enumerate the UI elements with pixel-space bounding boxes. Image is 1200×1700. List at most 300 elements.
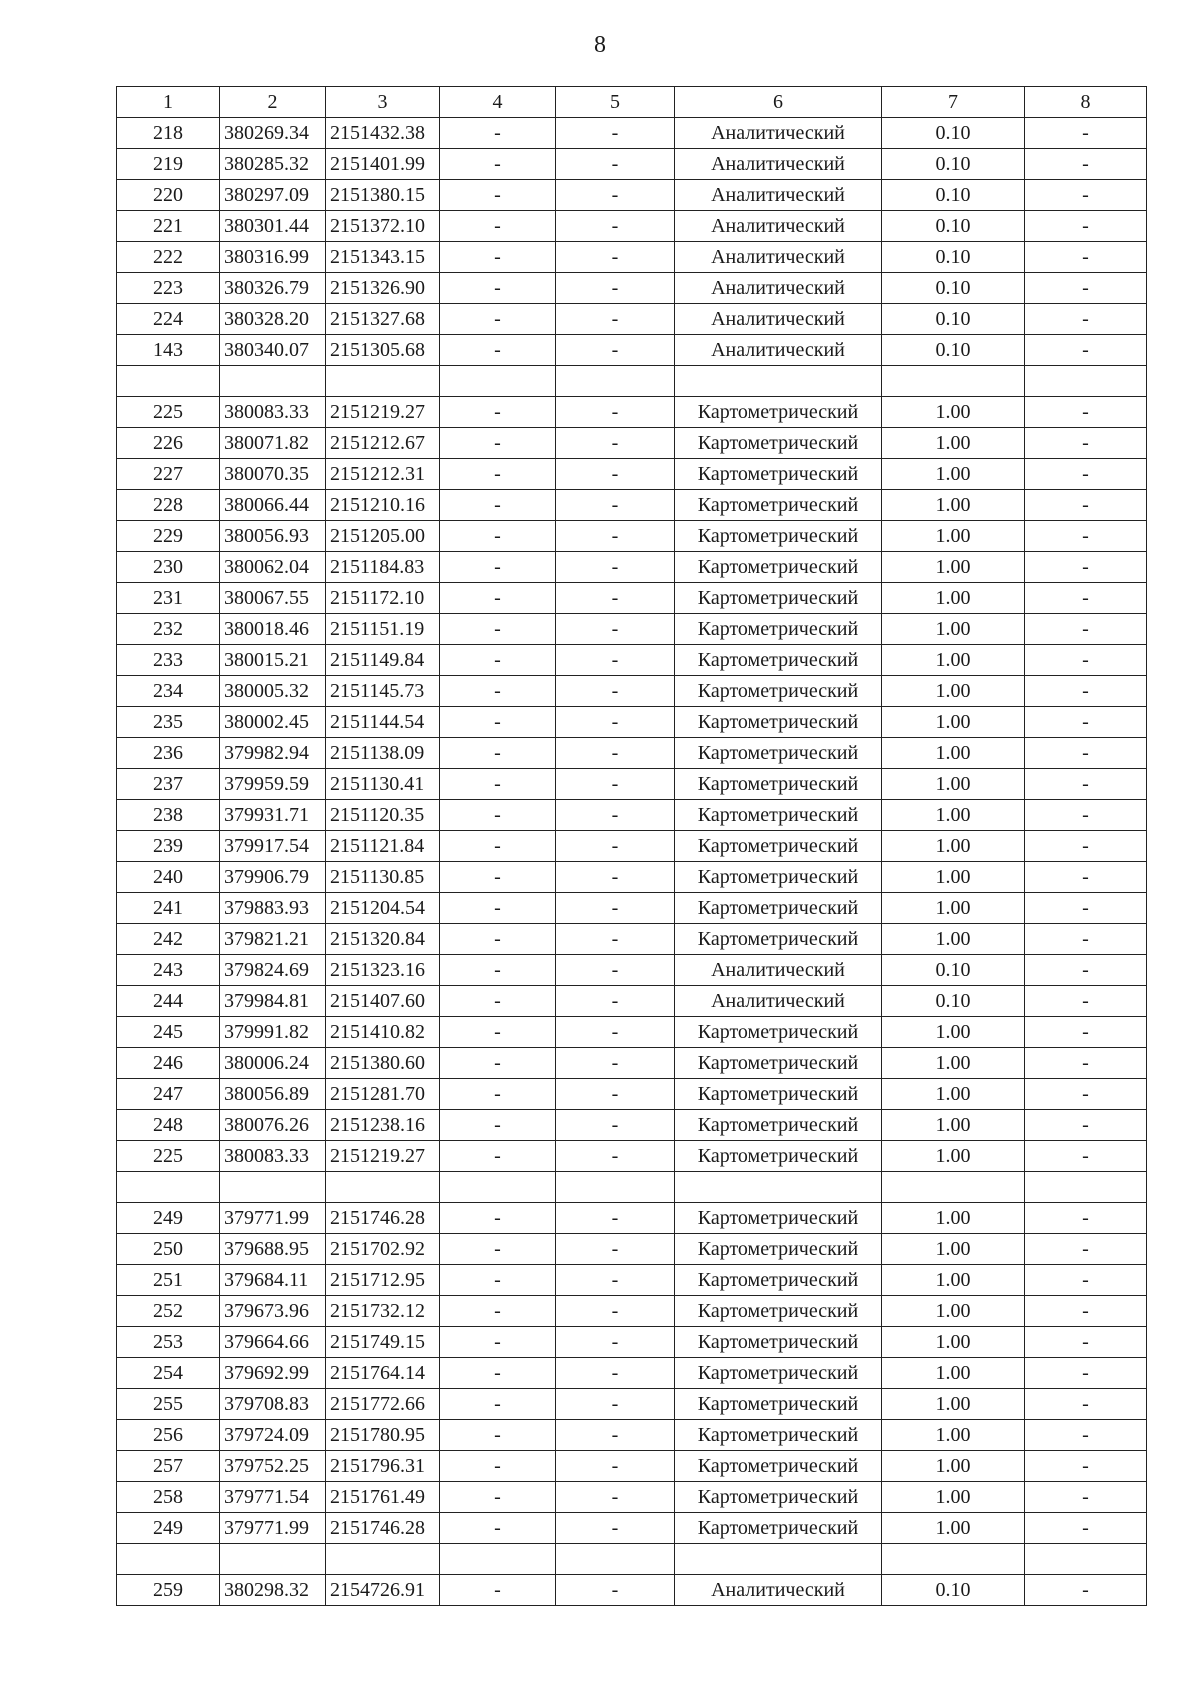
x-coordinate-cell: [220, 1172, 326, 1203]
method-cell: Картометрический: [675, 614, 882, 645]
x-coordinate-cell: 379931.71: [220, 800, 326, 831]
accuracy-cell: 1.00: [882, 1420, 1025, 1451]
col8-cell: -: [1025, 800, 1147, 831]
x-coordinate-cell: 379883.93: [220, 893, 326, 924]
table-row: [117, 1141, 1147, 1172]
table-row: [117, 1451, 1147, 1482]
point-number-cell: [117, 366, 220, 397]
table-row: [117, 490, 1147, 521]
col4-cell: -: [440, 428, 556, 459]
x-coordinate-cell: 380269.34: [220, 118, 326, 149]
col5-cell: -: [556, 1110, 675, 1141]
col5-cell: -: [556, 1389, 675, 1420]
accuracy-cell: 1.00: [882, 1079, 1025, 1110]
accuracy-cell: 1.00: [882, 1451, 1025, 1482]
y-coordinate-cell: 2151205.00: [326, 521, 440, 552]
point-number-cell: 218: [117, 118, 220, 149]
accuracy-cell: 1.00: [882, 1358, 1025, 1389]
table-row: [117, 552, 1147, 583]
y-coordinate-cell: 2151761.49: [326, 1482, 440, 1513]
col4-cell: -: [440, 180, 556, 211]
accuracy-cell: 0.10: [882, 273, 1025, 304]
y-coordinate-cell: 2151323.16: [326, 955, 440, 986]
col5-cell: -: [556, 1234, 675, 1265]
accuracy-cell: 1.00: [882, 1203, 1025, 1234]
accuracy-cell: 1.00: [882, 428, 1025, 459]
x-coordinate-cell: 379708.83: [220, 1389, 326, 1420]
y-coordinate-cell: 2151238.16: [326, 1110, 440, 1141]
accuracy-cell: 1.00: [882, 676, 1025, 707]
column-header: 4: [440, 87, 556, 118]
col4-cell: -: [440, 397, 556, 428]
x-coordinate-cell: 380071.82: [220, 428, 326, 459]
col5-cell: -: [556, 1482, 675, 1513]
col4-cell: -: [440, 676, 556, 707]
table-row: [117, 800, 1147, 831]
point-number-cell: 229: [117, 521, 220, 552]
table-row: [117, 335, 1147, 366]
col5-cell: -: [556, 738, 675, 769]
col5-cell: -: [556, 831, 675, 862]
col5-cell: -: [556, 1017, 675, 1048]
accuracy-cell: [882, 366, 1025, 397]
col5-cell: -: [556, 149, 675, 180]
point-number-cell: 224: [117, 304, 220, 335]
col4-cell: -: [440, 769, 556, 800]
table-row: [117, 149, 1147, 180]
accuracy-cell: 1.00: [882, 459, 1025, 490]
y-coordinate-cell: 2151772.66: [326, 1389, 440, 1420]
x-coordinate-cell: 380298.32: [220, 1575, 326, 1606]
accuracy-cell: 1.00: [882, 707, 1025, 738]
accuracy-cell: [882, 1544, 1025, 1575]
col4-cell: -: [440, 149, 556, 180]
point-number-cell: 257: [117, 1451, 220, 1482]
col4-cell: -: [440, 955, 556, 986]
accuracy-cell: 1.00: [882, 1389, 1025, 1420]
accuracy-cell: 1.00: [882, 397, 1025, 428]
table-row: [117, 118, 1147, 149]
method-cell: Картометрический: [675, 893, 882, 924]
table-row: [117, 521, 1147, 552]
point-number-cell: 222: [117, 242, 220, 273]
y-coordinate-cell: 2151138.09: [326, 738, 440, 769]
x-coordinate-cell: 379982.94: [220, 738, 326, 769]
y-coordinate-cell: 2154726.91: [326, 1575, 440, 1606]
coordinates-table: [116, 86, 1147, 1606]
col5-cell: [556, 1544, 675, 1575]
y-coordinate-cell: 2151172.10: [326, 583, 440, 614]
y-coordinate-cell: 2151212.31: [326, 459, 440, 490]
x-coordinate-cell: 379752.25: [220, 1451, 326, 1482]
col4-cell: -: [440, 1048, 556, 1079]
method-cell: Аналитический: [675, 273, 882, 304]
x-coordinate-cell: 380002.45: [220, 707, 326, 738]
method-cell: Картометрический: [675, 1358, 882, 1389]
x-coordinate-cell: 379771.54: [220, 1482, 326, 1513]
x-coordinate-cell: 379673.96: [220, 1296, 326, 1327]
method-cell: Аналитический: [675, 986, 882, 1017]
table-row: [117, 893, 1147, 924]
col5-cell: -: [556, 1203, 675, 1234]
table-row: [117, 428, 1147, 459]
y-coordinate-cell: 2151320.84: [326, 924, 440, 955]
y-coordinate-cell: 2151796.31: [326, 1451, 440, 1482]
column-header: 2: [220, 87, 326, 118]
x-coordinate-cell: 380066.44: [220, 490, 326, 521]
col4-cell: -: [440, 118, 556, 149]
accuracy-cell: 1.00: [882, 552, 1025, 583]
table-row: [117, 614, 1147, 645]
method-cell: Аналитический: [675, 180, 882, 211]
accuracy-cell: 1.00: [882, 1110, 1025, 1141]
col8-cell: -: [1025, 986, 1147, 1017]
accuracy-cell: 0.10: [882, 180, 1025, 211]
col4-cell: -: [440, 1265, 556, 1296]
y-coordinate-cell: 2151210.16: [326, 490, 440, 521]
col5-cell: -: [556, 893, 675, 924]
method-cell: Картометрический: [675, 1048, 882, 1079]
method-cell: Картометрический: [675, 800, 882, 831]
table-body: [117, 118, 1147, 1606]
y-coordinate-cell: 2151712.95: [326, 1265, 440, 1296]
column-header: 1: [117, 87, 220, 118]
col8-cell: -: [1025, 521, 1147, 552]
method-cell: Картометрический: [675, 1451, 882, 1482]
col4-cell: -: [440, 1575, 556, 1606]
accuracy-cell: 0.10: [882, 211, 1025, 242]
point-number-cell: 240: [117, 862, 220, 893]
table-row: [117, 1482, 1147, 1513]
point-number-cell: 225: [117, 1141, 220, 1172]
method-cell: Картометрический: [675, 738, 882, 769]
accuracy-cell: 0.10: [882, 242, 1025, 273]
col5-cell: -: [556, 118, 675, 149]
col8-cell: -: [1025, 831, 1147, 862]
method-cell: Картометрический: [675, 459, 882, 490]
table-row: [117, 1327, 1147, 1358]
y-coordinate-cell: 2151746.28: [326, 1203, 440, 1234]
col5-cell: -: [556, 676, 675, 707]
col4-cell: -: [440, 1358, 556, 1389]
accuracy-cell: 1.00: [882, 1482, 1025, 1513]
method-cell: Картометрический: [675, 1079, 882, 1110]
table-row: [117, 707, 1147, 738]
table-row: [117, 304, 1147, 335]
col5-cell: -: [556, 645, 675, 676]
accuracy-cell: 1.00: [882, 1048, 1025, 1079]
column-header: 6: [675, 87, 882, 118]
point-number-cell: 241: [117, 893, 220, 924]
x-coordinate-cell: 380062.04: [220, 552, 326, 583]
point-number-cell: 235: [117, 707, 220, 738]
accuracy-cell: 0.10: [882, 304, 1025, 335]
y-coordinate-cell: 2151380.60: [326, 1048, 440, 1079]
x-coordinate-cell: 380015.21: [220, 645, 326, 676]
table-row: [117, 459, 1147, 490]
point-number-cell: 247: [117, 1079, 220, 1110]
col5-cell: -: [556, 583, 675, 614]
col5-cell: -: [556, 1327, 675, 1358]
col4-cell: -: [440, 1234, 556, 1265]
col4-cell: -: [440, 831, 556, 862]
point-number-cell: [117, 1172, 220, 1203]
col4-cell: -: [440, 738, 556, 769]
y-coordinate-cell: 2151749.15: [326, 1327, 440, 1358]
point-number-cell: 239: [117, 831, 220, 862]
table-row: [117, 180, 1147, 211]
col4-cell: -: [440, 459, 556, 490]
point-number-cell: 253: [117, 1327, 220, 1358]
col8-cell: -: [1025, 490, 1147, 521]
table-row: [117, 769, 1147, 800]
col4-cell: -: [440, 1079, 556, 1110]
accuracy-cell: 1.00: [882, 893, 1025, 924]
x-coordinate-cell: 380340.07: [220, 335, 326, 366]
method-cell: Картометрический: [675, 1141, 882, 1172]
col4-cell: -: [440, 707, 556, 738]
x-coordinate-cell: 379821.21: [220, 924, 326, 955]
x-coordinate-cell: 379771.99: [220, 1203, 326, 1234]
table-row: [117, 1265, 1147, 1296]
col4-cell: -: [440, 1203, 556, 1234]
x-coordinate-cell: 380067.55: [220, 583, 326, 614]
accuracy-cell: 0.10: [882, 1575, 1025, 1606]
point-number-cell: 258: [117, 1482, 220, 1513]
col8-cell: -: [1025, 1575, 1147, 1606]
point-number-cell: 250: [117, 1234, 220, 1265]
col4-cell: -: [440, 304, 556, 335]
point-number-cell: 230: [117, 552, 220, 583]
col8-cell: -: [1025, 1482, 1147, 1513]
x-coordinate-cell: 380083.33: [220, 397, 326, 428]
x-coordinate-cell: [220, 366, 326, 397]
x-coordinate-cell: 380018.46: [220, 614, 326, 645]
y-coordinate-cell: 2151401.99: [326, 149, 440, 180]
column-header: 3: [326, 87, 440, 118]
x-coordinate-cell: 380328.20: [220, 304, 326, 335]
point-number-cell: 219: [117, 149, 220, 180]
y-coordinate-cell: 2151305.68: [326, 335, 440, 366]
method-cell: Аналитический: [675, 304, 882, 335]
y-coordinate-cell: 2151219.27: [326, 397, 440, 428]
y-coordinate-cell: 2151204.54: [326, 893, 440, 924]
column-header: 8: [1025, 87, 1147, 118]
y-coordinate-cell: 2151432.38: [326, 118, 440, 149]
accuracy-cell: 1.00: [882, 614, 1025, 645]
point-number-cell: 256: [117, 1420, 220, 1451]
col5-cell: -: [556, 614, 675, 645]
table-row: [117, 211, 1147, 242]
x-coordinate-cell: 380285.32: [220, 149, 326, 180]
point-number-cell: 143: [117, 335, 220, 366]
method-cell: [675, 1172, 882, 1203]
method-cell: Картометрический: [675, 552, 882, 583]
col8-cell: -: [1025, 924, 1147, 955]
point-number-cell: 231: [117, 583, 220, 614]
accuracy-cell: 0.10: [882, 986, 1025, 1017]
point-number-cell: 252: [117, 1296, 220, 1327]
accuracy-cell: 1.00: [882, 1296, 1025, 1327]
col4-cell: -: [440, 490, 556, 521]
accuracy-cell: 0.10: [882, 955, 1025, 986]
point-number-cell: 221: [117, 211, 220, 242]
point-number-cell: 255: [117, 1389, 220, 1420]
point-number-cell: 251: [117, 1265, 220, 1296]
col5-cell: -: [556, 242, 675, 273]
method-cell: Картометрический: [675, 831, 882, 862]
col4-cell: -: [440, 211, 556, 242]
col4-cell: [440, 1544, 556, 1575]
y-coordinate-cell: 2151326.90: [326, 273, 440, 304]
col4-cell: -: [440, 1451, 556, 1482]
method-cell: Картометрический: [675, 490, 882, 521]
col5-cell: -: [556, 304, 675, 335]
col5-cell: -: [556, 1079, 675, 1110]
table-row: [117, 1110, 1147, 1141]
col8-cell: -: [1025, 583, 1147, 614]
col5-cell: -: [556, 1141, 675, 1172]
method-cell: Картометрический: [675, 1482, 882, 1513]
table-row: [117, 1234, 1147, 1265]
col5-cell: -: [556, 800, 675, 831]
col8-cell: -: [1025, 614, 1147, 645]
y-coordinate-cell: [326, 1172, 440, 1203]
method-cell: Картометрический: [675, 1420, 882, 1451]
accuracy-cell: 1.00: [882, 1234, 1025, 1265]
col5-cell: -: [556, 1420, 675, 1451]
col5-cell: [556, 366, 675, 397]
point-number-cell: [117, 1544, 220, 1575]
table-row: [117, 1203, 1147, 1234]
col5-cell: -: [556, 397, 675, 428]
point-number-cell: 234: [117, 676, 220, 707]
column-header: 5: [556, 87, 675, 118]
point-number-cell: 249: [117, 1513, 220, 1544]
method-cell: Аналитический: [675, 242, 882, 273]
col5-cell: -: [556, 1296, 675, 1327]
method-cell: Аналитический: [675, 955, 882, 986]
method-cell: Картометрический: [675, 1296, 882, 1327]
method-cell: Аналитический: [675, 211, 882, 242]
col5-cell: -: [556, 521, 675, 552]
col5-cell: [556, 1172, 675, 1203]
y-coordinate-cell: 2151702.92: [326, 1234, 440, 1265]
col8-cell: -: [1025, 1389, 1147, 1420]
x-coordinate-cell: 380006.24: [220, 1048, 326, 1079]
table-row: [117, 397, 1147, 428]
table-row: [117, 831, 1147, 862]
table-row: [117, 955, 1147, 986]
col8-cell: -: [1025, 1265, 1147, 1296]
y-coordinate-cell: 2151219.27: [326, 1141, 440, 1172]
table-row: [117, 738, 1147, 769]
col4-cell: -: [440, 893, 556, 924]
accuracy-cell: 1.00: [882, 645, 1025, 676]
col5-cell: -: [556, 707, 675, 738]
method-cell: Картометрический: [675, 1234, 882, 1265]
x-coordinate-cell: 379724.09: [220, 1420, 326, 1451]
col4-cell: -: [440, 1296, 556, 1327]
y-coordinate-cell: 2151327.68: [326, 304, 440, 335]
col4-cell: -: [440, 1513, 556, 1544]
method-cell: [675, 366, 882, 397]
table-row: [117, 986, 1147, 1017]
x-coordinate-cell: 379824.69: [220, 955, 326, 986]
accuracy-cell: 1.00: [882, 831, 1025, 862]
x-coordinate-cell: 379664.66: [220, 1327, 326, 1358]
accuracy-cell: [882, 1172, 1025, 1203]
y-coordinate-cell: 2151120.35: [326, 800, 440, 831]
table-row: [117, 1544, 1147, 1575]
point-number-cell: 254: [117, 1358, 220, 1389]
method-cell: Картометрический: [675, 862, 882, 893]
x-coordinate-cell: 380326.79: [220, 273, 326, 304]
method-cell: Картометрический: [675, 769, 882, 800]
table-row: [117, 862, 1147, 893]
x-coordinate-cell: 380297.09: [220, 180, 326, 211]
y-coordinate-cell: 2151343.15: [326, 242, 440, 273]
y-coordinate-cell: 2151380.15: [326, 180, 440, 211]
table-row: [117, 1389, 1147, 1420]
y-coordinate-cell: 2151780.95: [326, 1420, 440, 1451]
accuracy-cell: 1.00: [882, 862, 1025, 893]
col4-cell: -: [440, 552, 556, 583]
x-coordinate-cell: 379906.79: [220, 862, 326, 893]
point-number-cell: 227: [117, 459, 220, 490]
col4-cell: -: [440, 583, 556, 614]
point-number-cell: 237: [117, 769, 220, 800]
y-coordinate-cell: 2151764.14: [326, 1358, 440, 1389]
table-row: [117, 1296, 1147, 1327]
col8-cell: -: [1025, 397, 1147, 428]
y-coordinate-cell: 2151149.84: [326, 645, 440, 676]
y-coordinate-cell: 2151184.83: [326, 552, 440, 583]
col8-cell: -: [1025, 955, 1147, 986]
y-coordinate-cell: 2151212.67: [326, 428, 440, 459]
x-coordinate-cell: 379771.99: [220, 1513, 326, 1544]
table-row: [117, 645, 1147, 676]
col8-cell: [1025, 1172, 1147, 1203]
col5-cell: -: [556, 211, 675, 242]
col8-cell: [1025, 366, 1147, 397]
col4-cell: -: [440, 1420, 556, 1451]
y-coordinate-cell: 2151144.54: [326, 707, 440, 738]
col8-cell: -: [1025, 273, 1147, 304]
col8-cell: -: [1025, 1079, 1147, 1110]
col8-cell: -: [1025, 769, 1147, 800]
x-coordinate-cell: 380005.32: [220, 676, 326, 707]
col4-cell: -: [440, 1110, 556, 1141]
method-cell: Картометрический: [675, 1389, 882, 1420]
x-coordinate-cell: 379984.81: [220, 986, 326, 1017]
column-header: 7: [882, 87, 1025, 118]
x-coordinate-cell: 379991.82: [220, 1017, 326, 1048]
col8-cell: -: [1025, 304, 1147, 335]
table-row: [117, 366, 1147, 397]
x-coordinate-cell: 380056.93: [220, 521, 326, 552]
col5-cell: -: [556, 1048, 675, 1079]
accuracy-cell: 1.00: [882, 490, 1025, 521]
col4-cell: -: [440, 242, 556, 273]
col4-cell: -: [440, 1389, 556, 1420]
accuracy-cell: 0.10: [882, 118, 1025, 149]
y-coordinate-cell: 2151372.10: [326, 211, 440, 242]
x-coordinate-cell: 380056.89: [220, 1079, 326, 1110]
col5-cell: -: [556, 273, 675, 304]
table-row: [117, 676, 1147, 707]
col8-cell: -: [1025, 1234, 1147, 1265]
